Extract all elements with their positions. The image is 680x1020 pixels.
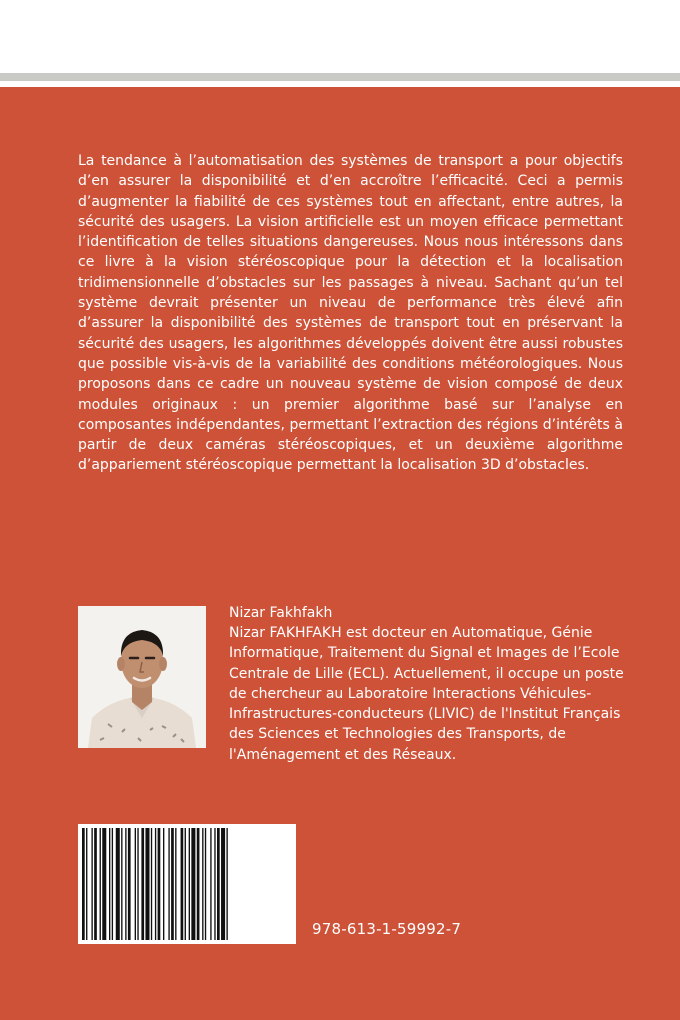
author-bio: Nizar FAKHFAKH est docteur en Automatique, Génie Informatique, Traitement du Signal et Images de l’Ecole Centrale de Lille (ECL). Actuellement, il occupe un poste de chercheur au Laboratoire Interactions Véhicules-Infrastructures-conducteurs (LIVIC) de l'Institut Français des Sciences et Technologies des Transports, de l'Aménagement et des Réseaux.: [229, 625, 624, 763]
author-portrait-image: [78, 606, 206, 748]
top-margin: [0, 0, 680, 73]
book-blurb: La tendance à l’automatisation des systèmes de transport a pour objectifs d’en assurer la disponibilité et d’en accroître l’efficacité. Ceci a permis d’augmenter la fiabilité de ces systèmes tout en affectant, entre autres, la sécurité des usagers. La vision artificielle est un moyen efficace permettant l’identification de telles situations dangereuses. Nous nous intéressons dans ce livre à la vision stéréoscopique pour la détection et la localisation tridimensionnelle d’obstacles sur les passages à niveau. Sachant qu’un tel système devrait présenter un niveau de performance très élevé afin d’assurer la disponibilité des systèmes de transport tout en préservant la sécurité des usagers, les algorithmes développés doivent être aussi robustes que possible vis-à-vis de la variabilité des conditions météorologiques. Nous proposons dans ce cadre un nouveau système de vision composé de deux modules originaux : un premier algorithme basé sur l’analyse en composantes indépendantes, permettant l’extraction des régions d’intérêts à partir de deux caméras stéréoscopiques, et un deuxième algorithme d’appariement stéréoscopique permettant la localisation 3D d’obstacles.: [78, 153, 623, 474]
barcode-bars: [78, 824, 296, 944]
top-rule: [0, 73, 680, 81]
barcode: [78, 824, 296, 944]
author-name: Nizar Fakhfakh: [229, 605, 333, 621]
author-photo: [78, 606, 206, 748]
isbn-number: 978-613-1-59992-7: [312, 920, 462, 938]
